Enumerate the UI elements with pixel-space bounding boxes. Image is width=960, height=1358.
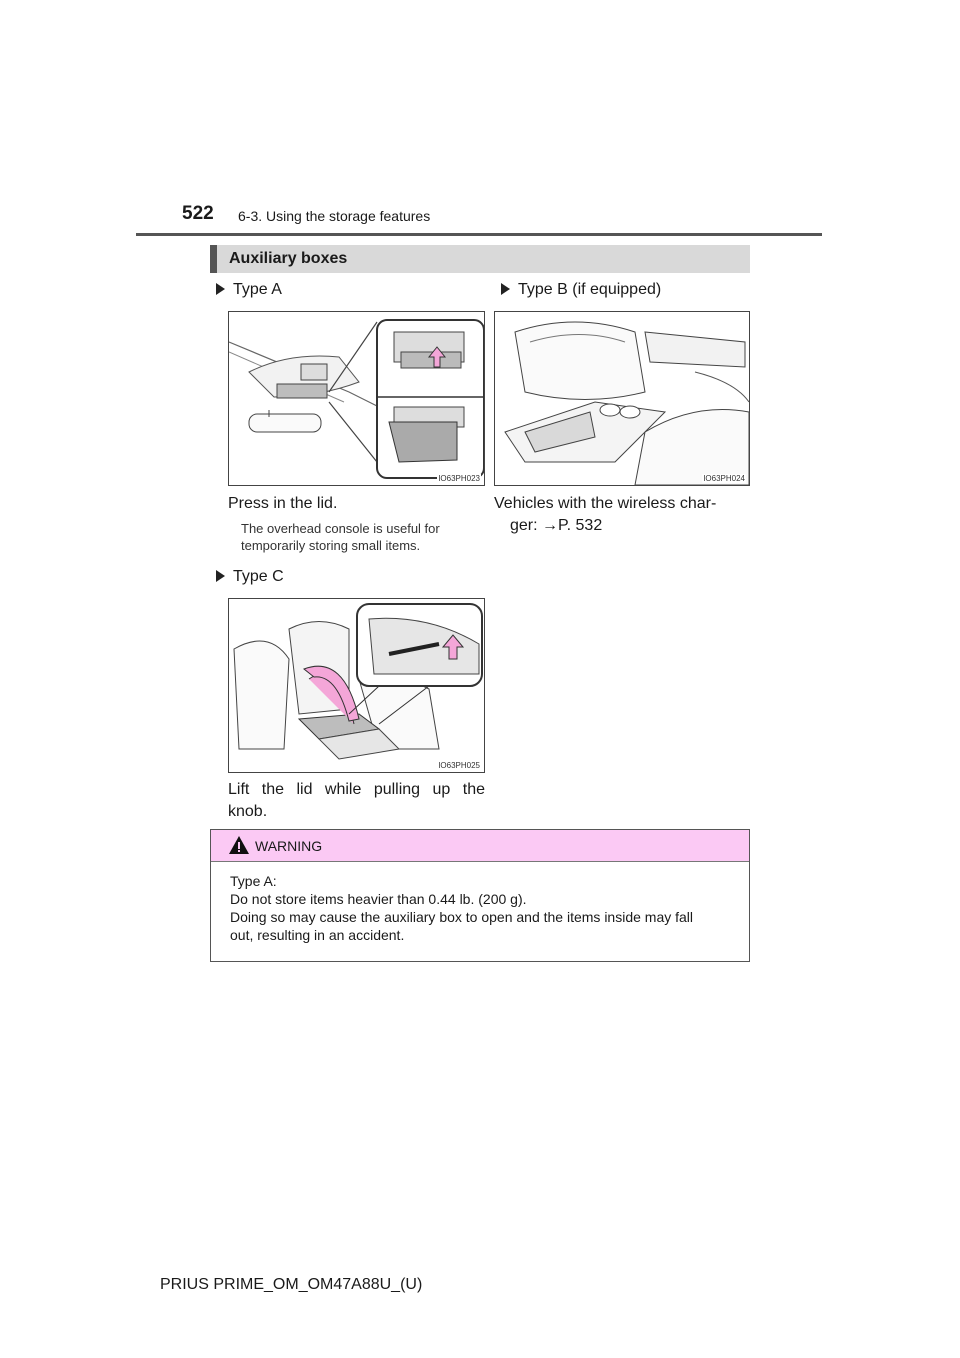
type-a-label-text: Type A [233,281,282,298]
warning-header [211,830,749,862]
warning-title: WARNING [255,838,323,854]
warning-line-2: Do not store items heavier than 0.44 lb. (200 g). [230,891,527,907]
warning-body [230,872,740,944]
type-c-label [216,568,284,586]
center-console-tray-illustration [495,312,749,485]
figure-type-b [494,311,750,486]
figure-type-a [228,311,485,486]
warning-box [210,829,750,962]
rear-armrest-box-illustration [229,599,484,772]
type-b-label [501,281,661,299]
figure-code: IO63PH023 [438,474,480,483]
figure-type-c [228,598,485,773]
warning-line-4: out, resulting in an accident. [230,927,405,943]
section-title: 6-3. Using the storage features [238,208,431,224]
type-c-label-text: Type C [233,568,284,585]
figure-code: IO63PH025 [438,761,480,770]
type-b-instruction-line2: ger: →P. 532 [510,517,603,534]
type-c-instruction-line2: knob. [228,803,268,820]
header-rule [136,233,822,236]
warning-line-3: Doing so may cause the auxiliary box to open and the items inside may fall [230,909,694,925]
type-b-instruction-line1: Vehicles with the wireless char- [494,495,717,512]
section-heading-bar [210,245,750,273]
warning-triangle-icon [228,835,250,855]
page-number: 522 [182,203,214,224]
type-a-instruction: Press in the lid. [228,495,338,512]
section-heading: Auxiliary boxes [229,250,348,267]
bullet-triangle-icon [501,283,510,295]
type-c-instruction-line1: Lift the lid while pulling up the [228,781,485,798]
warning-line-1: Type A: [230,873,277,889]
type-a-note: The overhead console is useful for temporarily storing small items. [241,521,440,553]
figure-code: IO63PH024 [703,474,745,483]
bullet-triangle-icon [216,570,225,582]
bullet-triangle-icon [216,283,225,295]
type-a-label [216,281,282,299]
overhead-console-illustration [229,312,484,485]
document-id: PRIUS PRIME_OM_OM47A88U_(U) [160,1276,423,1293]
type-b-label-text: Type B (if equipped) [518,281,662,298]
